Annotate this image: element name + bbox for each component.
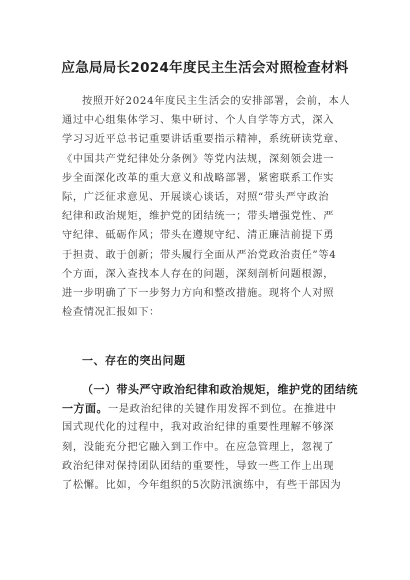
paragraph-line: 步全面深化改革的重大意义和战略部署，紧密联系工作实 (62, 172, 335, 184)
paragraph-line: 纪律和政治规矩，维护党的团结统一；带头增强党性、严 (62, 211, 335, 223)
paragraph-line: 刻，没能充分把它融入到工作中。在应急管理上，忽视了 (62, 441, 335, 453)
paragraph-line: 国式现代化的过程中，我对政治纪律的重要性理解不够深 (62, 422, 335, 434)
paragraph-line: 于担责、敢于创新；带头履行全面从严治党政治责任”等4 (62, 249, 337, 261)
subsection-paragraph (62, 380, 362, 495)
paragraph-line: 政治纪律对保持团队团结的重要性，导致一些工作上出现 (62, 460, 335, 472)
subsection-heading: （一）带头严守政治纪律和政治规矩，维护党的团结统 (82, 383, 358, 396)
section-heading: 一、存在的突出问题 (82, 354, 186, 367)
paragraph-line: 进一步明确了下一步努力方向和整改措施。现将个人对照 (62, 287, 335, 299)
paragraph-line: 按照开好2024年度民主生活会的安排部署，会前，本人 (82, 96, 351, 107)
paragraph-line: 际，广泛征求意见、开展谈心谈话，对照“带头严守政治 (62, 191, 330, 203)
paragraph-line: 《中国共产党纪律处分条例》等党内法规，深刻领会进一 (62, 153, 335, 165)
paragraph-line: 检查情况汇报如下： (62, 307, 160, 319)
paragraph-line (62, 399, 362, 418)
paragraph-line: 学习习近平总书记重要讲话重要指示精神，系统研读党章、 (62, 134, 346, 146)
document-title: 应急局局长2024年度民主生活会对照检查材料 (61, 60, 349, 76)
paragraph-line: 通过中心组集体学习、集中研讨、个人自学等方式，深入 (62, 115, 335, 127)
paragraph-line: 守纪律、砥砺作风；带头在遵规守纪、清正廉洁前提下勇 (62, 230, 335, 242)
paragraph-text: 一是政治纪律的关键作用发挥不到位。在推进中 (108, 404, 337, 416)
intro-paragraph (62, 92, 362, 322)
paragraph-line: 个方面，深入查找本人存在的问题，深刻剖析问题根源， (62, 268, 335, 280)
paragraph-line: 了松懈。比如，今年组织的5次防汛演练中，有些干部因为 (62, 479, 342, 491)
subsection-heading-tail: 一方面。 (62, 402, 108, 416)
